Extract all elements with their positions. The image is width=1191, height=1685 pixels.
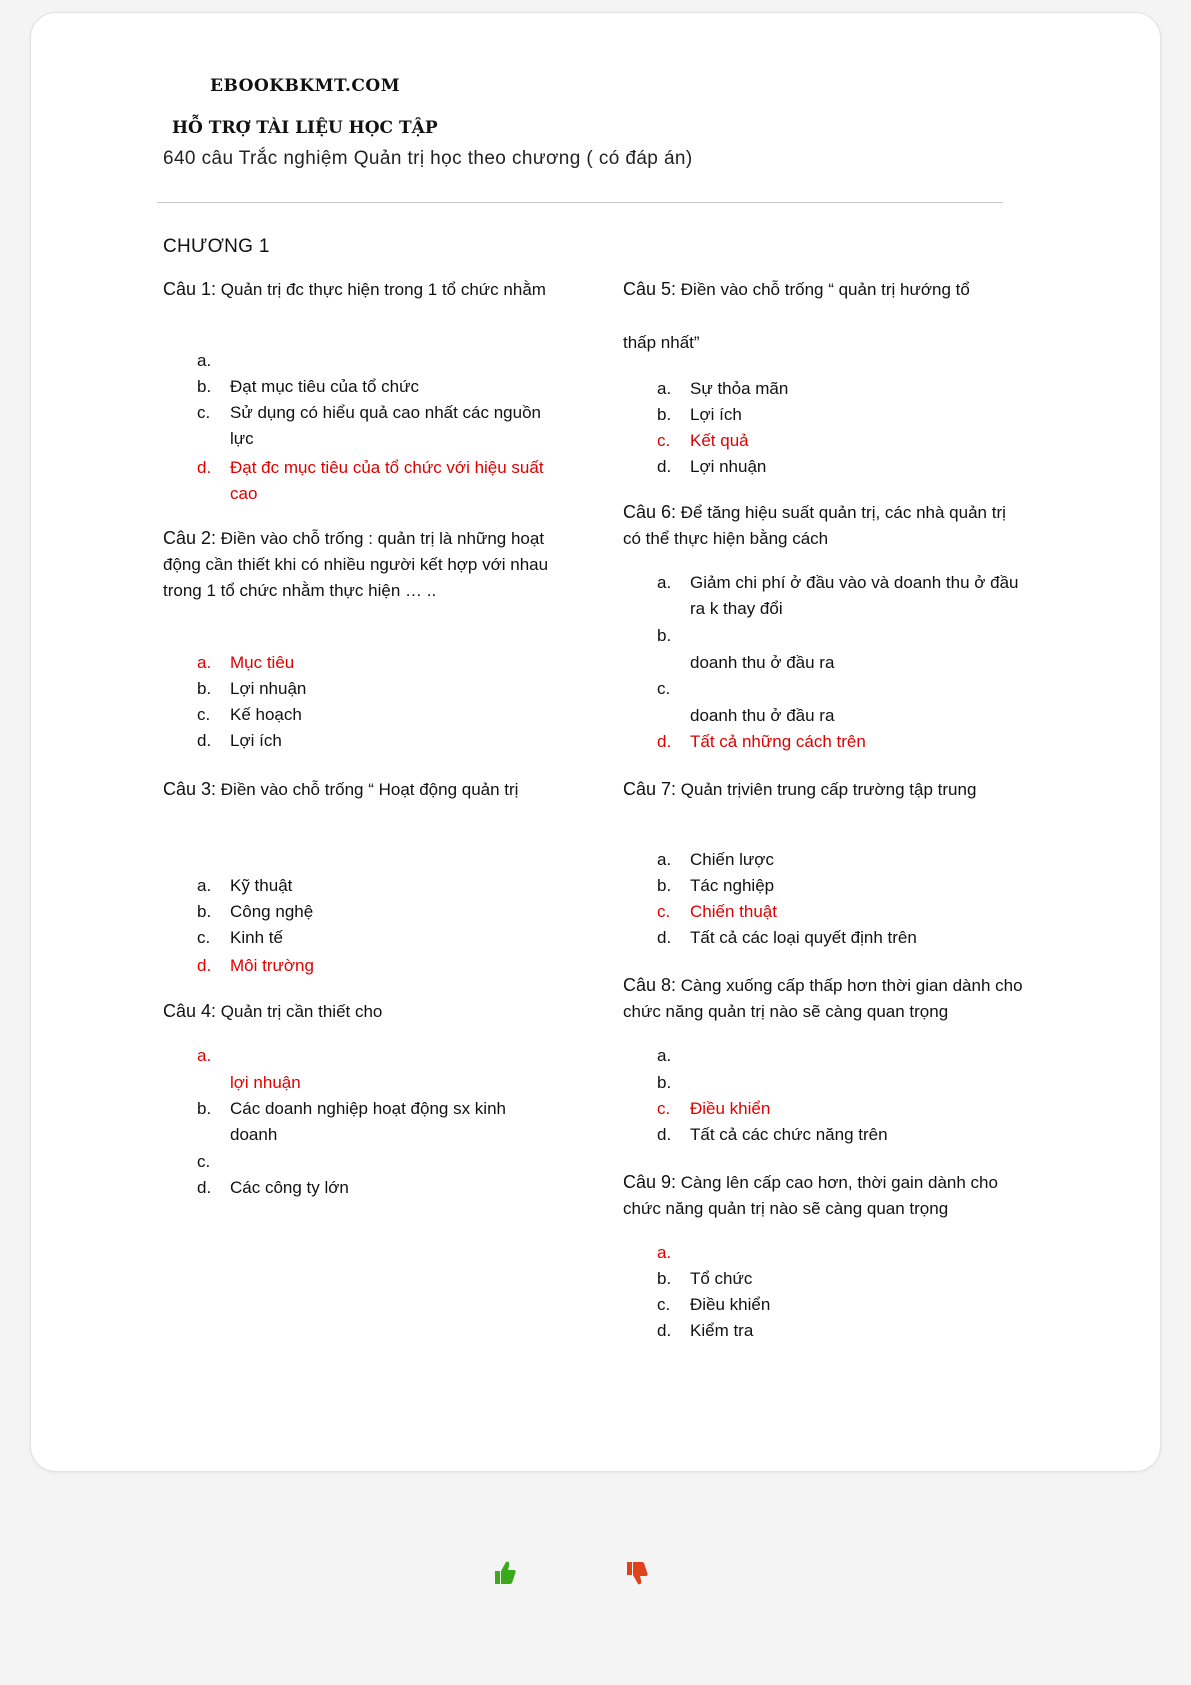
option-letter: a. [197, 653, 212, 672]
question-label: Câu 4: [163, 1001, 217, 1021]
option-text: doanh thu ở đầu ra [690, 706, 835, 725]
thumbs-down-icon[interactable] [625, 1560, 649, 1586]
option-text: Lợi nhuận [230, 679, 307, 698]
option-text: Kỹ thuật [230, 876, 293, 895]
option-letter: d. [197, 1178, 212, 1197]
option-letter: a. [197, 351, 212, 370]
brand-name: EBOOKBKMT.COM [210, 76, 401, 96]
option-letter: a. [657, 573, 672, 592]
option-text: Lợi ích [230, 731, 282, 750]
question-text: Quản trịviên trung cấp trường tập trung [680, 780, 977, 799]
question-text: Quản trị cần thiết cho [220, 1002, 383, 1021]
question-label: Câu 6: [623, 502, 677, 522]
question-label: Câu 5: [623, 279, 677, 299]
option-text: Tất cả các loại quyết định trên [690, 928, 917, 947]
option-text: Sử dụng có hiểu quả cao nhất các nguồn lực [230, 403, 542, 448]
question-8 [623, 972, 1023, 1025]
option-text: Kinh tế [230, 928, 283, 947]
option-letter: b. [657, 1269, 672, 1288]
chapter-heading: CHƯƠNG 1 [163, 236, 270, 257]
option-text: Đạt mục tiêu của tổ chức [230, 377, 420, 396]
option-letter: a. [657, 1243, 672, 1262]
option-letter: a. [657, 379, 672, 398]
option-text: Tất cả các chức năng trên [690, 1125, 888, 1144]
brand-tagline: HỖ TRỢ TÀI LIỆU HỌC TẬP [172, 118, 438, 138]
divider [157, 202, 1003, 203]
option-text: Các doanh nghiệp hoạt động sx kinh doanh [230, 1099, 506, 1144]
option-letter: d. [657, 928, 672, 947]
question-label: Câu 9: [623, 1172, 677, 1192]
option-text: Mục tiêu [230, 653, 295, 672]
option-text: Lợi nhuận [690, 457, 767, 476]
option-text: lợi nhuận [230, 1073, 301, 1092]
option-text: Điều khiển [690, 1295, 771, 1314]
option-letter: d. [657, 1321, 672, 1340]
option-text: Giảm chi phí ở đầu vào và doanh thu ở đầu ra k thay đổi [690, 573, 1019, 618]
option-letter: b. [197, 1099, 212, 1118]
option-letter: b. [197, 377, 212, 396]
option-text: Các công ty lớn [230, 1178, 349, 1197]
option-letter: b. [657, 876, 672, 895]
question-9 [623, 1169, 1023, 1222]
option-letter: c. [197, 928, 211, 947]
question-2 [163, 525, 568, 604]
option-letter: d. [197, 956, 212, 975]
question-text: Điền vào chỗ trống “ Hoạt động quản trị [220, 780, 519, 799]
option-letter: a. [657, 850, 672, 869]
option-letter: c. [657, 1099, 671, 1118]
option-text: Môi trường [230, 956, 314, 975]
option-letter: a. [197, 1046, 212, 1065]
option-text: Chiến lược [690, 850, 774, 869]
option-letter: a. [657, 1046, 672, 1065]
option-text: Lợi ích [690, 405, 742, 424]
question-text: Càng xuống cấp thấp hơn thời gian dành cho chức năng quản trị nào sẽ càng quan trọng [623, 976, 1023, 1021]
option-text: Công nghệ [230, 902, 314, 921]
question-text: Điền vào chỗ trống “ quản trị hướng tổ [680, 280, 970, 299]
option-letter: a. [197, 876, 212, 895]
option-letter: c. [197, 1152, 211, 1171]
document-title: 640 câu Trắc nghiệm Quản trị học theo chương ( có đáp án) [163, 148, 693, 169]
option-letter: c. [657, 431, 671, 450]
question-label: Câu 2: [163, 528, 217, 548]
option-letter: b. [657, 1073, 672, 1092]
question-label: Câu 1: [163, 279, 217, 299]
option-letter: d. [657, 457, 672, 476]
option-text: Tổ chức [690, 1269, 753, 1288]
question-7 [623, 776, 1053, 803]
option-letter: d. [197, 731, 212, 750]
option-letter: d. [657, 732, 672, 751]
option-text: Tác nghiệp [690, 876, 775, 895]
option-text: Sự thỏa mãn [690, 379, 789, 398]
option-letter: b. [657, 626, 672, 645]
question-6 [623, 499, 1023, 552]
option-letter: b. [657, 405, 672, 424]
option-text: Tất cả những cách trên [690, 732, 866, 751]
option-text: Điều khiển [690, 1099, 771, 1118]
option-letter: d. [197, 458, 212, 477]
option-letter: c. [657, 902, 671, 921]
question-5 [623, 276, 1043, 303]
option-letter: c. [197, 705, 211, 724]
question-5-continued [623, 330, 1043, 356]
option-text: doanh thu ở đầu ra [690, 653, 835, 672]
option-letter: d. [657, 1125, 672, 1144]
option-letter: c. [657, 679, 671, 698]
question-1 [163, 276, 563, 303]
thumbs-up-icon[interactable] [493, 1560, 517, 1586]
option-letter: b. [197, 902, 212, 921]
question-3 [163, 776, 583, 803]
option-text: Đạt đc mục tiêu của tổ chức với hiệu suất cao [230, 458, 544, 503]
option-text: Kế hoạch [230, 705, 302, 724]
option-text: Kết quả [690, 431, 749, 450]
question-text: Quản trị đc thực hiện trong 1 tổ chức nhằm [220, 280, 546, 299]
option-letter: b. [197, 679, 212, 698]
question-text: Để tăng hiệu suất quản trị, các nhà quản trị có thể thực hiện bằng cách [623, 503, 1006, 548]
option-text: Kiểm tra [690, 1321, 754, 1340]
question-label: Câu 7: [623, 779, 677, 799]
question-text: Điền vào chỗ trống : quản trị là những hoạt động cần thiết khi có nhiều người kết hợp với nhau trong 1 tổ chức nhằm thực hiện … .. [163, 529, 549, 600]
question-label: Câu 8: [623, 975, 677, 995]
question-label: Câu 3: [163, 779, 217, 799]
option-text: Chiến thuật [690, 902, 777, 921]
option-letter: c. [657, 1295, 671, 1314]
option-letter: c. [197, 403, 211, 422]
question-text: Càng lên cấp cao hơn, thời gain dành cho chức năng quản trị nào sẽ càng quan trọng [623, 1173, 998, 1218]
question-4 [163, 998, 563, 1025]
question-text: thấp nhất” [623, 333, 700, 352]
